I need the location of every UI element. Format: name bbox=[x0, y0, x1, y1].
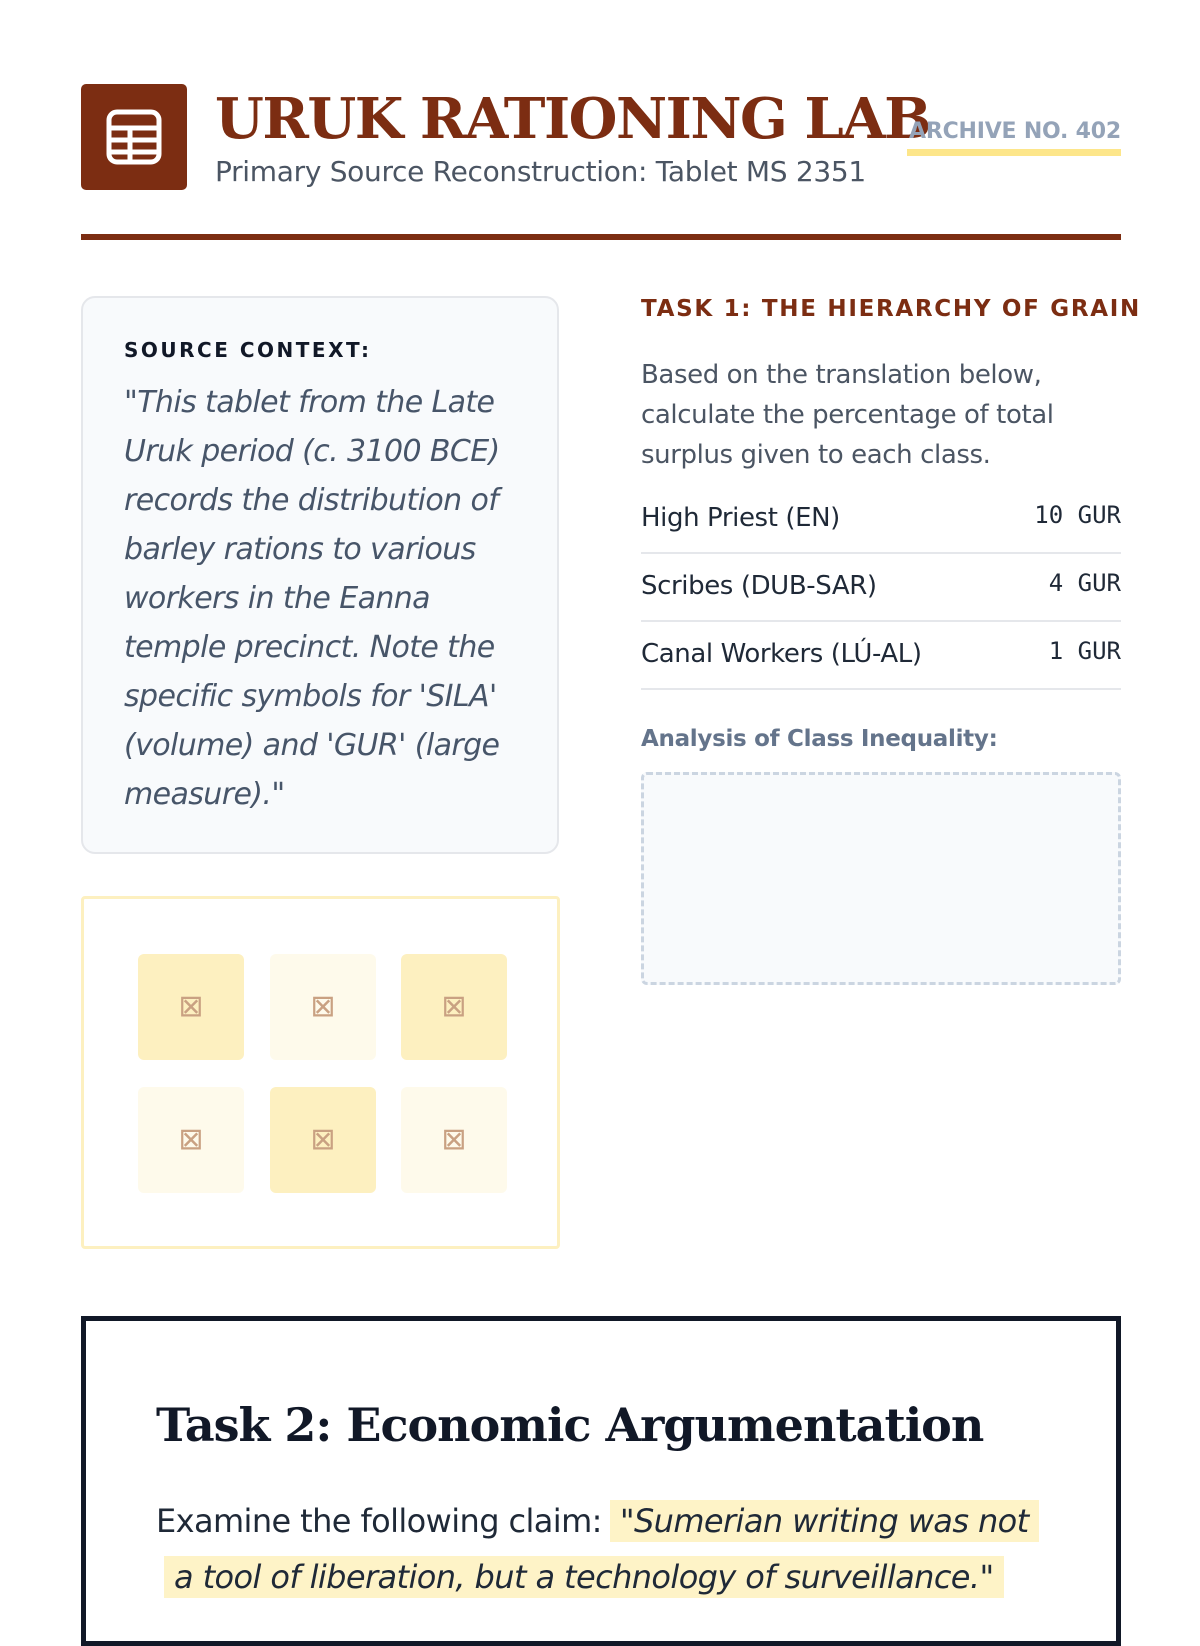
source-context-card bbox=[81, 296, 559, 854]
analysis-input[interactable] bbox=[641, 772, 1121, 985]
task2-prompt bbox=[156, 1493, 1036, 1605]
ration-value: 10 GUR bbox=[1034, 501, 1121, 529]
table-icon bbox=[106, 109, 162, 165]
glyph-placeholder-icon: ⊠ bbox=[178, 989, 204, 1024]
glyph-tile bbox=[401, 1087, 507, 1193]
task2-card bbox=[81, 1316, 1121, 1646]
archive-number: ARCHIVE NO. 402 bbox=[907, 115, 1121, 156]
glyph-tile bbox=[270, 1087, 376, 1193]
glyph-tile bbox=[138, 954, 244, 1060]
page-subtitle: Primary Source Reconstruction: Tablet MS 2351 bbox=[215, 155, 866, 188]
task2-claim: "Sumerian writing was not a tool of liberation, but a technology of surveillance." bbox=[164, 1500, 1039, 1598]
glyph-placeholder-icon: ⊠ bbox=[310, 989, 336, 1024]
page-title: URUK RATIONING LAB bbox=[215, 86, 930, 152]
ration-row-scribes bbox=[641, 554, 1121, 622]
ration-row-canal-workers bbox=[641, 622, 1121, 690]
logo bbox=[81, 84, 187, 190]
glyph-placeholder-icon: ⊠ bbox=[178, 1122, 204, 1157]
task2-title: Task 2: Economic Argumentation bbox=[156, 1398, 984, 1452]
source-context-text: "This tablet from the Late Uruk period (c. 3100 BCE) records the distribution of barley rations to various workers in the Eanna temple precinct. Note the specific symbols for 'SILA' (volume) and 'GUR' (large measure)." bbox=[124, 385, 500, 812]
glyph-placeholder-icon: ⊠ bbox=[441, 1122, 467, 1157]
ration-label: Canal Workers (LÚ-AL) bbox=[641, 639, 922, 669]
glyph-placeholder-icon: ⊠ bbox=[441, 989, 467, 1024]
glyph-tile bbox=[401, 954, 507, 1060]
ration-label: High Priest (EN) bbox=[641, 503, 840, 533]
source-context-label: SOURCE CONTEXT: bbox=[124, 338, 372, 362]
analysis-label: Analysis of Class Inequality: bbox=[641, 726, 998, 752]
ration-label: Scribes (DUB-SAR) bbox=[641, 571, 877, 601]
header bbox=[81, 84, 1121, 244]
glyph-tile bbox=[138, 1087, 244, 1193]
task1-heading: TASK 1: THE HIERARCHY OF GRAIN bbox=[641, 296, 1141, 322]
task1-description: Based on the translation below, calculate the percentage of total surplus given to each class. bbox=[641, 360, 1054, 470]
glyph-placeholder-icon: ⊠ bbox=[310, 1122, 336, 1157]
glyph-tile bbox=[270, 954, 376, 1060]
task2-lead: Examine the following claim: bbox=[156, 1502, 602, 1540]
ration-row-high-priest bbox=[641, 486, 1121, 554]
ration-value: 1 GUR bbox=[1034, 637, 1121, 665]
header-divider bbox=[81, 234, 1121, 240]
glyph-grid bbox=[81, 896, 560, 1249]
ration-value: 4 GUR bbox=[1034, 569, 1121, 597]
